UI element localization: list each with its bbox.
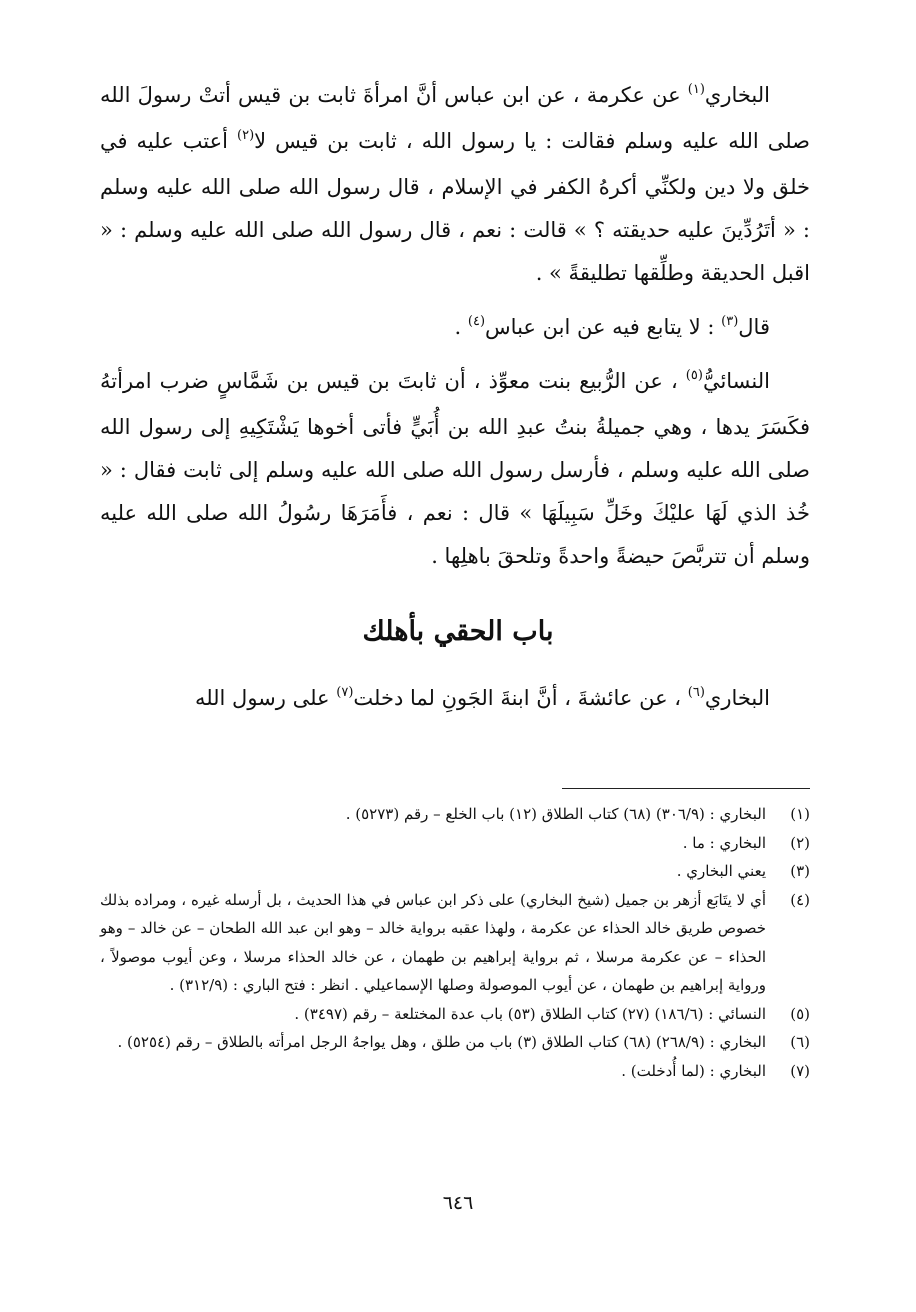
footnote-number: (٧) <box>790 1061 810 1080</box>
footnote-divider <box>562 788 810 789</box>
paragraph-1-text-a: عن عكرمة ، عن ابن عباس أنَّ امرأةَ ثابت بن قيس أتتْ رسولَ الله صلى الله عليه وسلم فقالت : يا رسول الله ، ثابت بن قيس لا <box>100 83 810 153</box>
paragraph-2 <box>100 306 810 352</box>
paragraph-2-text: : لا يتابع فيه عن ابن عباس <box>485 315 722 339</box>
footnote-number: (١) <box>790 805 810 823</box>
footnote-number: (٦) <box>790 1033 810 1051</box>
footnote-number: (٣) <box>790 862 810 880</box>
footnote-ref-4: (٤) <box>467 314 486 329</box>
footnote-ref-1: (١) <box>687 82 705 97</box>
footnote-6 <box>100 1028 810 1057</box>
paragraph-1-text-b: أعتب عليه في خلق ولا دين ولكنِّي أكرهُ الكفر في الإسلام ، قال رسول الله صلى الله عليه وسلم : « أتَرُدِّينَ عليه حديقته ؟ » قالت : نعم ، قال رسول الله صلى الله عليه وسلم : « اقبل الحديقة وطلِّقها تطليقةً » . <box>100 129 810 285</box>
paragraph-1 <box>100 74 810 295</box>
paragraph-4-text-b: على رسول الله <box>194 686 337 710</box>
paragraph-4 <box>100 677 810 723</box>
footnote-ref-7: (٧) <box>336 685 354 700</box>
paragraph-3-source: النسائيُّ <box>702 369 770 393</box>
footnote-4 <box>100 886 810 1000</box>
footnote-text: البخاري : ما . <box>682 833 766 852</box>
footnote-text: البخاري : (٢٦٨/٩) (٦٨) كتاب الطلاق (٣) باب من طلق ، وهل يواجهُ الرجل امرأته بالطلاق – رقم (٥٢٥٤) . <box>117 1033 766 1051</box>
footnote-text: يعني البخاري . <box>676 862 766 880</box>
paragraph-1-source: البخاري <box>704 83 770 107</box>
footnote-text: البخاري : (لما أُدخلت) . <box>621 1061 766 1080</box>
footnote-number: (٢) <box>790 833 810 852</box>
footnote-text: النسائي : (١٨٦/٦) (٢٧) كتاب الطلاق (٥٣) باب عدة المختلعة – رقم (٣٤٩٧) . <box>294 1004 766 1023</box>
chapter-heading: باب الحقي بأهلك <box>362 616 554 647</box>
paragraph-3 <box>100 360 810 578</box>
page-number: ٦٤٦ <box>442 1192 474 1214</box>
paragraph-2-source: قال <box>738 315 770 339</box>
footnote-ref-5: (٥) <box>685 368 703 383</box>
footnote-ref-6: (٦) <box>687 685 705 700</box>
footnote-3 <box>100 857 810 886</box>
footnote-number: (٥) <box>790 1004 810 1023</box>
footnote-1 <box>100 800 810 829</box>
paragraph-3-text: ، عن الرُّبيع بنت معوِّذ ، أن ثابتَ بن قيس بن شَمَّاسٍ ضرب امرأتهُ فكَسَرَ يدها ، وهي جميلةُ بنتُ عبدِ الله بن أُبَيٍّ فأتى أخوها يَشْتَكِيهِ إلى رسول الله صلى الله عليه وسلم ، فأرسل رسول الله صلى الله عليه وسلم إلى ثابت فقال : « خُذ الذي لَهَا عليْكَ وخَلِّ سَبِيلَهَا » قال : نعم ، فأَمَرَهَا رسُولُ الله صلى الله عليه وسلم أن تتربَّصَ حيضةً واحدةً وتلحقَ باهلِها . <box>100 369 810 568</box>
footnote-ref-2: (٢) <box>237 128 255 143</box>
paragraph-2-end: . <box>454 315 468 339</box>
paragraph-4-text-a: ، عن عائشةَ ، أنَّ ابنةَ الجَونِ لما دخلت <box>353 686 688 710</box>
footnote-number: (٤) <box>790 890 810 909</box>
paragraph-4-source: البخاري <box>704 686 770 710</box>
footnote-text: أي لا يتَابَع أزهر بن جميل (شيخ البخاري) على ذكر ابن عباس في هذا الحديث ، بل أرسله غيره ، ومراده بذلك خصوص طريق خالد الحذاء عن عكرمة ، ولهذا عقبه برواية خالد – وهو ابن عبد الله الطحان – عن خالد – وهو الحذاء – عن عكرمة مرسلا ، ثم برواية إبراهيم بن طهمان ، عن خالد الحذاء مرسلا ، وعن أيوب موصولاً ، ورواية إبراهيم بن طهمان ، عن أيوب الموصولة وصلها الإسماعيلي . انظر : فتح الباري : (٣١٢/٩) . <box>100 890 766 994</box>
footnote-ref-3: (٣) <box>721 314 739 329</box>
footnote-text: البخاري : (٣٠٦/٩) (٦٨) كتاب الطلاق (١٢) باب الخلع – رقم (٥٢٧٣) . <box>345 805 766 823</box>
footnote-2 <box>100 829 810 858</box>
footnote-7 <box>100 1057 810 1086</box>
footnote-5 <box>100 1000 810 1029</box>
footnotes <box>100 800 810 1085</box>
